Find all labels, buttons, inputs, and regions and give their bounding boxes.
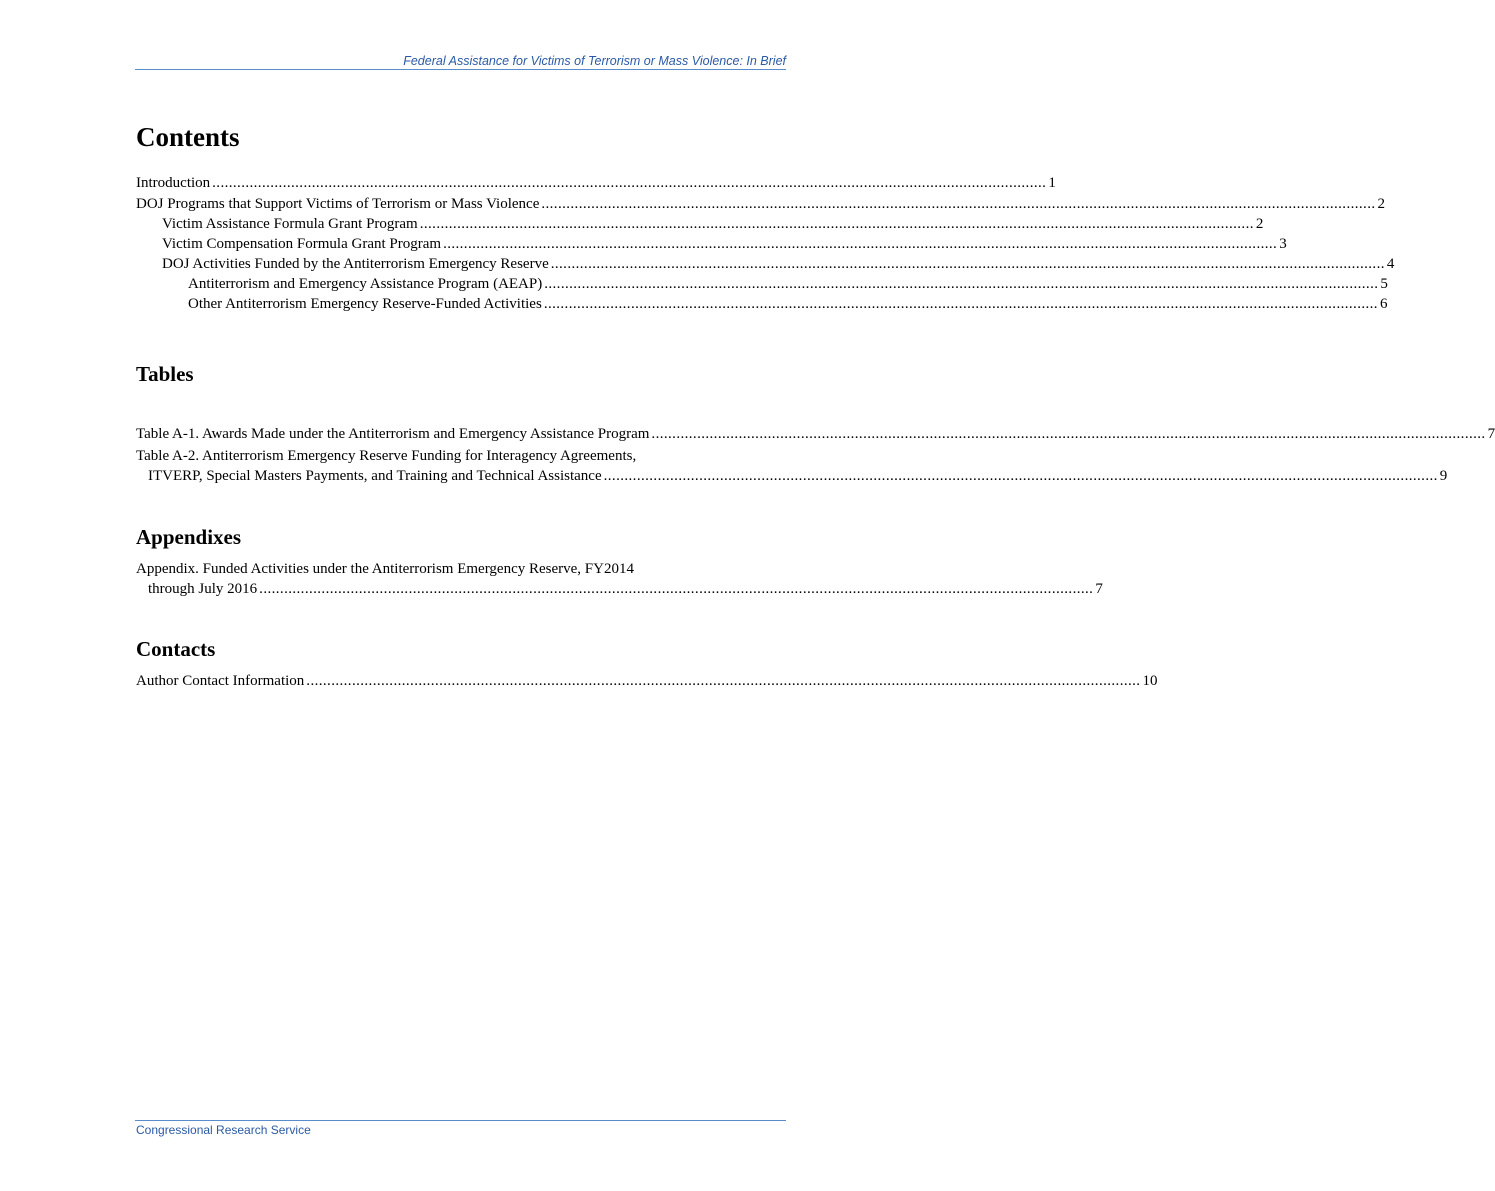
toc-page-number: 9 (1439, 468, 1448, 484)
toc-entry-continuation (136, 466, 1448, 486)
tables-list (136, 424, 1495, 486)
toc-entry-appendix[interactable] (136, 559, 1103, 599)
toc-entry-table-a1[interactable] (136, 424, 1495, 444)
appendixes-list (136, 559, 1103, 599)
toc-entry-label: Victim Assistance Formula Grant Program (162, 216, 418, 232)
dot-leader: ......................................................................................................................................................................................................... (259, 581, 1094, 597)
toc-entry-label: Other Antiterrorism Emergency Reserve-Funded Activities (188, 296, 542, 312)
toc-entry-continuation (136, 579, 1103, 599)
dot-leader: ......................................................................................................................................................................................................... (443, 236, 1278, 252)
toc-page-number: 1 (1048, 175, 1056, 191)
toc-entry-other-activities[interactable] (136, 294, 1388, 314)
footer-text: Congressional Research Service (136, 1123, 311, 1137)
toc-entry-label: DOJ Activities Funded by the Antiterrorism Emergency Reserve (162, 256, 549, 272)
dot-leader: ......................................................................................................................................................................................................... (651, 426, 1486, 442)
dot-leader: ......................................................................................................................................................................................................... (306, 673, 1141, 689)
dot-leader: ......................................................................................................................................................................................................... (544, 276, 1379, 292)
toc-page-number: 7 (1095, 581, 1103, 597)
toc-entry-label: Victim Compensation Formula Grant Program (162, 236, 442, 252)
contents-heading: Contents (136, 122, 240, 152)
toc-entry-victim-assistance[interactable] (136, 214, 1264, 234)
footer-rule (135, 1120, 786, 1121)
toc-entry-label: Introduction (136, 175, 211, 191)
tables-heading: Tables (136, 362, 194, 386)
toc-entry-introduction[interactable] (136, 173, 1056, 193)
toc-entry-label-line1: Appendix. Funded Activities under the Antiterrorism Emergency Reserve, FY2014 (136, 561, 634, 577)
dot-leader: ......................................................................................................................................................................................................... (419, 216, 1254, 232)
toc-page-number: 7 (1487, 426, 1495, 442)
appendixes-heading: Appendixes (136, 525, 242, 549)
dot-leader: ......................................................................................................................................................................................................... (212, 175, 1047, 191)
dot-leader: ......................................................................................................................................................................................................... (550, 256, 1385, 272)
dot-leader: ......................................................................................................................................................................................................... (603, 468, 1438, 484)
contacts-heading: Contacts (136, 637, 216, 661)
running-header: Federal Assistance for Victims of Terrorism or Mass Violence: In Brief (403, 54, 786, 68)
table-of-contents (136, 122, 1495, 691)
toc-entry-victim-compensation[interactable] (136, 234, 1287, 254)
toc-entry-label-line2: through July 2016 (148, 581, 258, 597)
toc-entry-doj-programs[interactable] (136, 194, 1386, 214)
toc-entry-label-line2: ITVERP, Special Masters Payments, and Training and Technical Assistance (148, 468, 602, 484)
toc-page-number: 4 (1386, 256, 1395, 272)
toc-page-number: 2 (1255, 216, 1264, 232)
toc-entry-label-line1: Table A-2. Antiterrorism Emergency Reserve Funding for Interagency Agreements, (136, 448, 637, 464)
toc-entry-label: DOJ Programs that Support Victims of Terrorism or Mass Violence (136, 196, 540, 212)
toc-page-number: 10 (1142, 673, 1158, 689)
toc-page-number: 3 (1279, 236, 1287, 252)
dot-leader: ......................................................................................................................................................................................................... (543, 296, 1378, 312)
dot-leader: ......................................................................................................................................................................................................... (541, 196, 1376, 212)
toc-entry-label: Table A-1. Awards Made under the Antiterrorism and Emergency Assistance Program (136, 426, 650, 442)
contacts-list (136, 671, 1158, 691)
toc-page-number: 6 (1379, 296, 1388, 312)
toc-entry-table-a2[interactable] (136, 446, 1448, 486)
toc-page-number: 2 (1377, 196, 1386, 212)
toc-entry-aeap[interactable] (136, 274, 1388, 294)
toc-entry-doj-activities[interactable] (136, 254, 1395, 274)
toc-entry-label: Author Contact Information (136, 673, 305, 689)
header-rule (135, 69, 786, 70)
toc-entry-label: Antiterrorism and Emergency Assistance Program (AEAP) (188, 276, 543, 292)
toc-page-number: 5 (1380, 276, 1388, 292)
toc-entry-author-contact[interactable] (136, 671, 1158, 691)
contents-list (136, 173, 1395, 314)
